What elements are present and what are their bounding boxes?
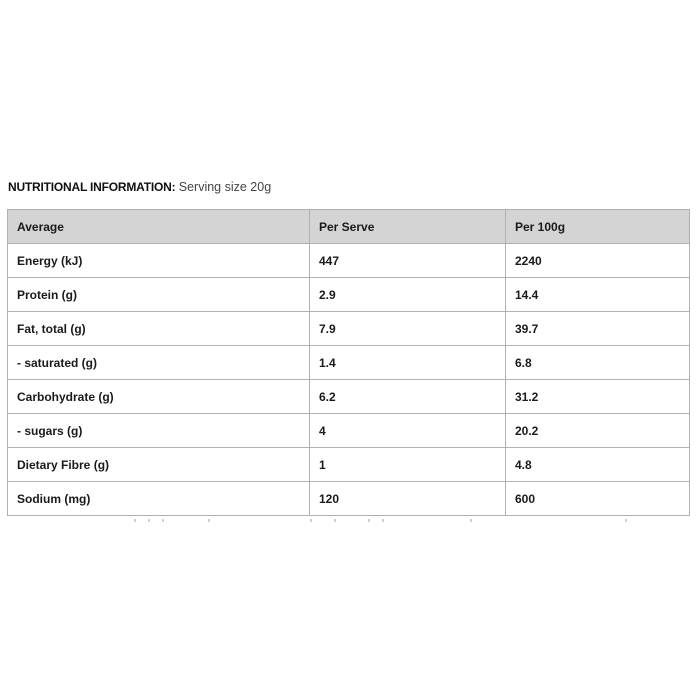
serving-size-text: Serving size 20g [178,180,272,194]
table-row [8,448,690,482]
per-serve-value: 447 [310,244,506,278]
table-row [8,346,690,380]
per-100g-value: 31.2 [506,380,690,414]
table-row [8,278,690,312]
per-serve-value: 7.9 [310,312,506,346]
nutrient-name: Sodium (mg) [8,482,310,516]
table-row [8,482,690,516]
per-serve-value: 2.9 [310,278,506,312]
table-row [8,380,690,414]
faint-artifact-marks [120,519,640,523]
nutrient-name: - sugars (g) [8,414,310,448]
table-row [8,312,690,346]
per-serve-value: 120 [310,482,506,516]
per-100g-value: 20.2 [506,414,690,448]
table-header-row [8,210,690,244]
table-row [8,414,690,448]
nutrient-name: Energy (kJ) [8,244,310,278]
nutrition-table [7,209,690,516]
nutrient-name: - saturated (g) [8,346,310,380]
nutrient-name: Fat, total (g) [8,312,310,346]
nutrient-name: Dietary Fibre (g) [8,448,310,482]
table-row [8,244,690,278]
header-per-100g: Per 100g [506,210,690,244]
nutrition-heading [8,179,271,195]
per-serve-value: 1 [310,448,506,482]
per-100g-value: 39.7 [506,312,690,346]
nutrient-name: Carbohydrate (g) [8,380,310,414]
per-serve-value: 4 [310,414,506,448]
nutrient-name: Protein (g) [8,278,310,312]
per-100g-value: 600 [506,482,690,516]
per-100g-value: 4.8 [506,448,690,482]
header-per-serve: Per Serve [310,210,506,244]
per-serve-value: 1.4 [310,346,506,380]
nutrition-heading-label: NUTRITIONAL INFORMATION: [8,180,176,194]
header-average: Average [8,210,310,244]
per-serve-value: 6.2 [310,380,506,414]
per-100g-value: 2240 [506,244,690,278]
per-100g-value: 6.8 [506,346,690,380]
per-100g-value: 14.4 [506,278,690,312]
